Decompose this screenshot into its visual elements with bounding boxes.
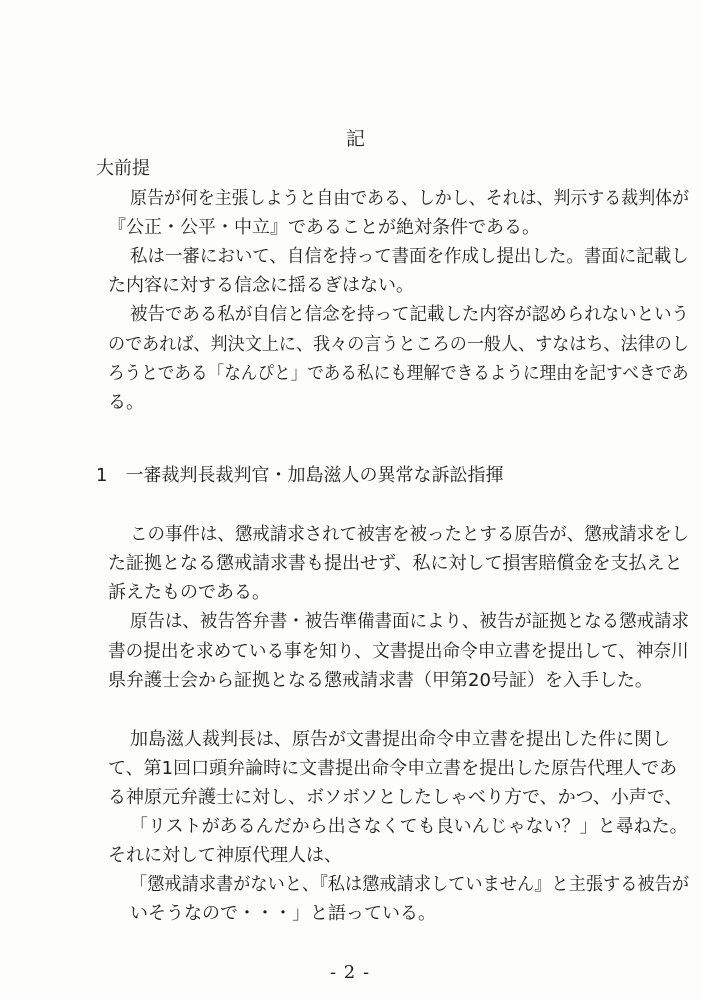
text-line: いそうなので・・・」と語っている。 <box>130 903 436 924</box>
text-line: 原告が何を主張しようと自由である、しかし、それは、判示する裁判体が <box>130 188 690 209</box>
text-line: る神原元弁護士に対し、ボソボソとしたしゃべり方で、かつ、小声で、 <box>108 787 683 808</box>
heading-ki: 記 <box>346 128 366 150</box>
text-line: 加島滋人裁判長は、原告が文書提出命令申立書を提出した件に関し <box>130 729 670 750</box>
text-line: る。 <box>108 392 144 413</box>
text-line: 「懲戒請求書がないと、『私は懲戒請求していません』と主張する被告が <box>130 874 690 895</box>
text-line: 書の提出を求めている事を知り、文書提出命令申立書を提出して、神奈川 <box>108 641 689 662</box>
text-line: 県弁護士会から証拠となる懲戒請求書（甲第20号証）を入手した。 <box>108 670 653 691</box>
text-line: て、第1回口頭弁論時に文書提出命令申立書を提出した原告代理人であ <box>108 758 678 779</box>
page-number: - 2 - <box>330 962 371 983</box>
text-line: 原告は、被告答弁書・被告準備書面により、被告が証拠となる懲戒請求 <box>130 611 690 632</box>
text-line: た証拠となる懲戒請求書も提出せず、私に対して損害賠償金を支払えと <box>108 553 683 574</box>
text-line: それに対して神原代理人は、 <box>108 845 342 866</box>
text-line: た内容に対する信念に揺るぎはない。 <box>108 275 414 296</box>
text-line: この事件は、懲戒請求されて被害を被ったとする原告が、懲戒請求をし <box>130 524 690 545</box>
text-line: のであれば、判決文上に、我々の言うところの一般人、すなはち、法律のし <box>108 334 689 355</box>
text-line: 「リストがあるんだから出さなくても良いんじゃない？」と尋ねた。 <box>130 816 688 837</box>
section-title-premise: 大前提 <box>96 158 150 179</box>
text-line: 私は一審において、自信を持って書面を作成し提出した。書面に記載し <box>130 246 689 267</box>
text-line: 訴えたものである。 <box>108 582 270 603</box>
section-1-title: 1 一審裁判長裁判官・加島滋人の異常な訴訟指揮 <box>96 465 504 486</box>
text-line: ろうとである「なんぴと」である私にも理解できるように理由を記すべきであ <box>108 363 689 384</box>
text-line: 『公正・公平・中立』であることが絶対条件である。 <box>108 217 540 238</box>
text-line: 被告である私が自信と信念を持って記載した内容が認められないという <box>130 304 690 325</box>
